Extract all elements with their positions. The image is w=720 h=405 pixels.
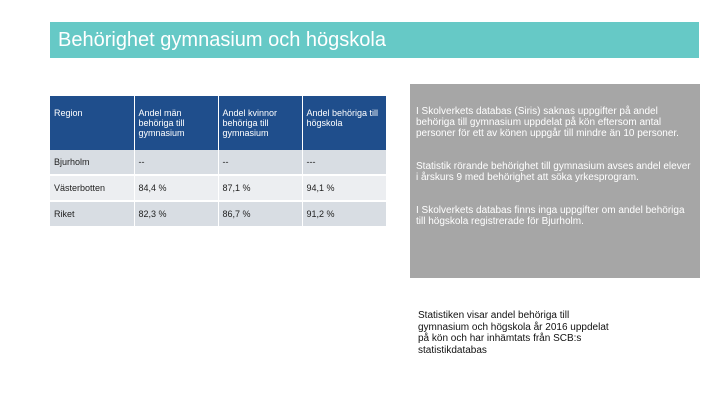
table-cell: Bjurholm — [50, 150, 134, 175]
notes-box — [410, 84, 700, 278]
statistics-table — [50, 96, 386, 228]
table-cell: --- — [302, 150, 386, 175]
page-title: Behörighet gymnasium och högskola — [50, 22, 699, 58]
table-cell: Riket — [50, 201, 134, 227]
note-text: Statistik rörande behörighet till gymnasium avses andel elever i årskurs 9 med behörighet att söka yrkesprogram. — [416, 161, 691, 183]
table-cell: -- — [134, 150, 218, 175]
source-note: Statistiken visar andel behöriga till gymnasium och högskola år 2016 uppdelat på kön och har inhämtats från SCB:s statistikdatabas — [418, 310, 609, 356]
table-header-row — [50, 96, 386, 150]
table-cell: 84,4 % — [134, 175, 218, 201]
table-row — [50, 201, 386, 227]
table-cell: 86,7 % — [218, 201, 302, 227]
table-row — [50, 175, 386, 201]
table-cell: 91,2 % — [302, 201, 386, 227]
table-row — [50, 150, 386, 175]
table-cell: 94,1 % — [302, 175, 386, 201]
table-cell: Västerbotten — [50, 175, 134, 201]
note-text: I Skolverkets databas (Siris) saknas uppgifter på andel behöriga till gymnasium uppdelat på kön eftersom antal personer för ett av könen uppgår till mindre än 10 personer. — [416, 106, 679, 139]
table-cell: -- — [218, 150, 302, 175]
column-header-women-gymnasium: Andel kvinnor behöriga till gymnasium — [218, 96, 302, 150]
note-text: I Skolverkets databas finns inga uppgifter om andel behöriga till högskola registrerade för Bjurholm. — [416, 205, 685, 227]
table-cell: 87,1 % — [218, 175, 302, 201]
column-header-men-gymnasium: Andel män behöriga till gymnasium — [134, 96, 218, 150]
column-header-region: Region — [50, 96, 134, 150]
column-header-university: Andel behöriga till högskola — [302, 96, 386, 150]
table-cell: 82,3 % — [134, 201, 218, 227]
